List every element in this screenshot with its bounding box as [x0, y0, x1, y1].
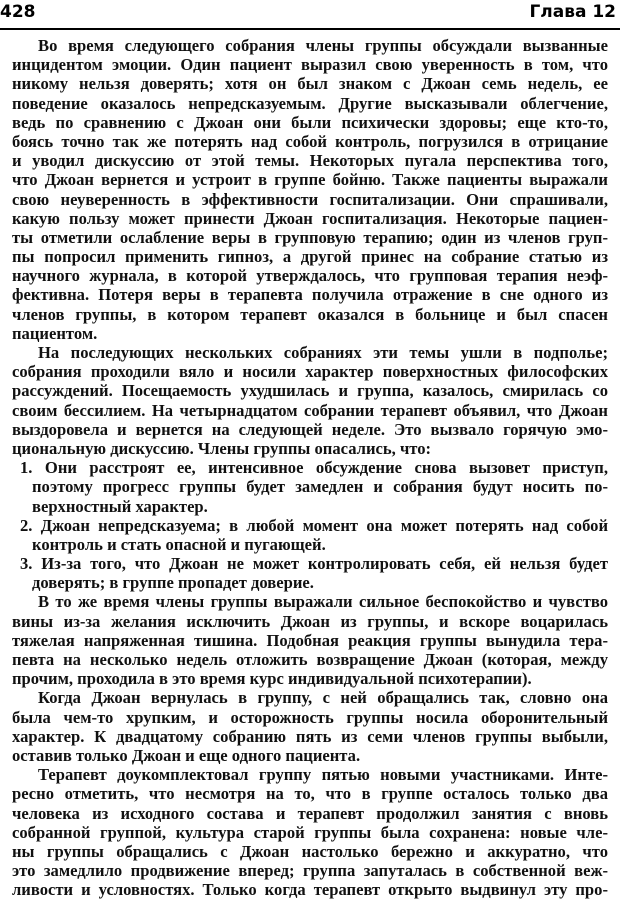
- text-line: что Джоан вернется и устроит в группе бойню. Также пациенты выражали: [12, 170, 608, 190]
- text-line: была чем-то хрупким, и осторожность группы носила оборонительный: [12, 707, 608, 727]
- list-item: [12, 458, 608, 516]
- text-line: поведение оказалось непредсказуемым. Другие высказывали облегчение,: [12, 93, 608, 113]
- text-line: 2. Джоан непредсказуема; в любой момент она может потерять над собой: [20, 515, 608, 535]
- text-line: рассуждений. Посещаемость ухудшилась и группа, казалось, смирилась со: [12, 381, 608, 401]
- text-line: контроль и стать опасной и пугающей.: [32, 534, 326, 554]
- text-line: верхностный характер.: [32, 496, 208, 516]
- text-line: членов группы, в котором терапевт оказался в больнице и был спасен: [12, 304, 608, 324]
- text-line: ведь по сравнению с Джоан они были психически здоровы; еще кто-то,: [12, 112, 608, 132]
- text-line: пы попросил применить гипноз, а другой принес на собрание статью из: [12, 247, 608, 267]
- list-item: [12, 554, 608, 592]
- chapter-title: Глава 12: [529, 2, 616, 22]
- page-number: 428: [0, 2, 36, 22]
- text-line: это замедлило продвижение вперед; группа запуталась в собственной веж-: [12, 861, 608, 881]
- paragraph: [12, 36, 608, 343]
- text-line: вины из-за желания исключить Джоан из группы, и вскоре воцарилась: [12, 611, 608, 631]
- text-line: 1. Они расстроят ее, интенсивное обсуждение снова вызовет приступ,: [20, 458, 608, 478]
- text-line: пациентом.: [12, 323, 98, 343]
- text-line: циональную дискуссию. Члены группы опасались, что:: [12, 438, 432, 458]
- page-body: [12, 36, 608, 899]
- text-line: ты отметили ослабление веры в групповую терапию; один из членов груп-: [12, 227, 608, 247]
- text-line: прочим, проходила в это время курс индивидуальной психотерапии).: [12, 669, 532, 689]
- text-line: ны группы обращались с Джоан настолько бережно и аккуратно, что: [12, 841, 608, 861]
- text-line: своим бессилием. На четырнадцатом собрании терапевт объявил, что Джоан: [12, 400, 608, 420]
- text-line: Во время следующего собрания члены группы обсуждали вызванные: [38, 36, 608, 55]
- text-line: На последующих нескольких собраниях эти темы ушли в подполье;: [38, 343, 608, 362]
- text-line: Терапевт доукомплектовал группу пятью новыми участниками. Инте-: [38, 765, 608, 785]
- text-line: никому нельзя доверять; хотя он был знаком с Джоан семь недель, ее: [12, 74, 608, 94]
- text-line: характер. К двадцатому собранию пять из семи членов группы выбыли,: [12, 726, 608, 746]
- paragraph: [12, 343, 608, 458]
- paragraph: [12, 688, 608, 765]
- text-line: 3. Из-за того, что Джоан не может контролировать себя, ей нельзя будет: [20, 554, 608, 574]
- text-line: оставив только Джоан и еще одного пациента.: [12, 745, 361, 765]
- text-line: фективна. Потеря веры в терапевта получила отражение в сне одного из: [12, 285, 608, 305]
- header-rule: [0, 28, 620, 30]
- text-line: В то же время члены группы выражали сильное беспокойство и чувство: [38, 592, 608, 612]
- text-line: свою неуверенность в эффективности госпитализации. Они спрашивали,: [12, 189, 608, 209]
- text-line: ливости и условностях. Только когда терапевт открыто выдвинул эту про-: [12, 880, 608, 900]
- text-line: певта на несколько недель отложить возвращение Джоан (которая, между: [12, 650, 608, 669]
- text-line: боясь точно так же потерять над собой контроль, погрузился в отрицание: [12, 131, 608, 151]
- text-line: тяжелая напряженная тишина. Подобная реакция группы вынудила тера-: [12, 630, 608, 650]
- paragraph: [12, 592, 608, 688]
- text-line: поэтому прогресс группы будет замедлен и собрания будут носить по-: [32, 477, 608, 497]
- text-line: ресно отметить, что несмотря на то, что в группе осталось только два: [12, 784, 608, 804]
- text-line: инцидентом эмоции. Один пациент выразил свою уверенность в том, что: [12, 55, 608, 75]
- text-line: научного журнала, в которой утверждалось, что групповая терапия неэф-: [12, 266, 608, 286]
- text-line: доверять; в группе пропадет доверие.: [32, 573, 314, 593]
- text-line: какую пользу может принести Джоан госпитализация. Некоторые пациен-: [12, 208, 608, 228]
- text-line: человека из исходного состава и терапевт продолжил занятия с вновь: [12, 803, 608, 823]
- text-line: Когда Джоан вернулась в группу, с ней обращались так, словно она: [38, 688, 608, 708]
- paragraph: [12, 765, 608, 899]
- text-line: собрания проходили вяло и носили характер поверхностных философских: [12, 362, 608, 382]
- text-line: собранной группой, культура старой группы была сохранена: новые чле-: [12, 822, 608, 842]
- text-line: выздоровела и вернется на следующей неделе. Это вызвало горячую эмо-: [12, 419, 608, 439]
- text-line: и уводил дискуссию от этой темы. Некоторых пугала перспектива того,: [12, 151, 608, 171]
- list-item: [12, 516, 608, 554]
